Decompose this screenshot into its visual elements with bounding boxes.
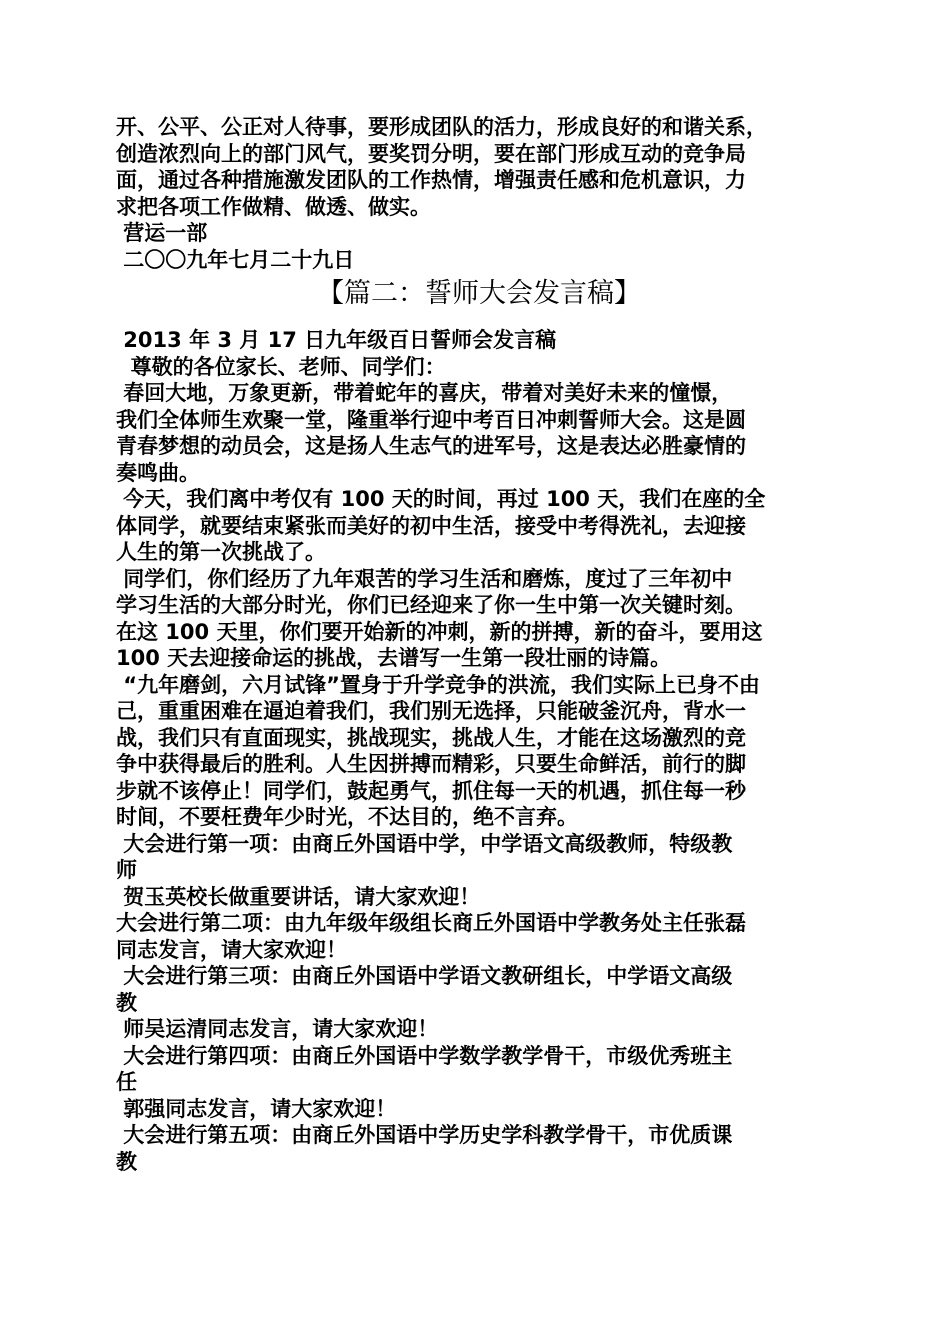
text-line: 体同学，就要结束紧张而美好的初中生活，接受中考得洗礼，去迎接	[116, 513, 746, 538]
text-line: 教	[116, 990, 137, 1015]
text-line: 争中获得最后的胜利。人生因拼搏而精彩，只要生命鲜活，前行的脚	[116, 752, 746, 776]
text-line: 我们全体师生欢聚一堂，隆重举行迎中考百日冲刺誓师大会。这是圆	[116, 407, 746, 432]
text-line: 教	[116, 1149, 137, 1174]
text-line: 青春梦想的动员会，这是扬人生志气的进军号，这是表达必胜豪情的	[116, 434, 746, 458]
text-line: 同学们，你们经历了九年艰苦的学习生活和磨炼，度过了三年初中	[116, 566, 733, 591]
text-line: 尊敬的各位家长、老师、同学们：	[116, 354, 446, 379]
text-line: 在这 100 天里，你们要开始新的冲刺，新的拼搏，新的奋斗，要用这	[116, 619, 763, 644]
document-page	[116, 114, 842, 1175]
text-line: 大会进行第四项：由商丘外国语中学数学教学骨干，市级优秀班主	[116, 1043, 733, 1068]
text-line: 师吴运清同志发言，请大家欢迎！	[116, 1017, 439, 1041]
text-line: 步就不该停止！同学们，鼓起勇气，抓住每一天的机遇，抓住每一秒	[116, 778, 746, 803]
top-paragraph	[116, 114, 842, 273]
text-line: “九年磨剑，六月试锋”置身于升学竞争的洪流，我们实际上已身不由	[116, 672, 760, 697]
text-line: 100 天去迎接命运的挑战，去谱写一生第一段壮丽的诗篇。	[116, 646, 672, 670]
text-line: 师	[116, 858, 137, 882]
text-line: 面，通过各种措施激发团队的工作热情，增强责任感和危机意识，力	[116, 168, 746, 192]
text-line: 任	[116, 1070, 137, 1094]
text-line: 贺玉英校长做重要讲话，请大家欢迎！	[116, 884, 481, 909]
text-line: 求把各项工作做精、做透、做实。	[116, 194, 431, 219]
section-heading: 【篇二：誓师大会发言稿】	[317, 278, 641, 309]
speech-title: 2013 年 3 月 17 日九年级百日誓师会发言稿	[116, 328, 557, 352]
text-line: 人生的第一次挑战了。	[116, 540, 326, 564]
text-line: 创造浓烈向上的部门风气，要奖罚分明，要在部门形成互动的竞争局	[116, 141, 746, 166]
text-line: 同志发言，请大家欢迎！	[116, 937, 347, 962]
text-line: 今天，我们离中考仅有 100 天的时间，再过 100 天，我们在座的全	[116, 487, 766, 511]
text-line: 己，重重困难在逼迫着我们，我们别无选择，只能破釜沉舟，背水一	[116, 699, 746, 723]
text-line: 大会进行第一项：由商丘外国语中学，中学语文高级教师，特级教	[116, 831, 733, 856]
text-line: 学习生活的大部分时光，你们已经迎来了你一生中第一次关键时刻。	[116, 593, 746, 617]
speech-body	[116, 327, 842, 1175]
text-line: 战，我们只有直面现实，挑战现实，挑战人生，才能在这场激烈的竞	[116, 725, 746, 750]
text-line: 春回大地，万象更新，带着蛇年的喜庆，带着对美好未来的憧憬，	[116, 381, 733, 405]
text-line: 开、公平、公正对人待事，要形成团队的活力，形成良好的和谐关系，	[116, 115, 767, 139]
text-line: 郭强同志发言，请大家欢迎！	[116, 1096, 397, 1121]
department-signature: 营运一部	[116, 221, 208, 245]
signature-date: 二〇〇九年七月二十九日	[116, 247, 355, 272]
text-line: 大会进行第五项：由商丘外国语中学历史学科教学骨干，市优质课	[116, 1123, 733, 1147]
text-line: 时间，不要枉费年少时光，不达目的，绝不言弃。	[116, 805, 578, 829]
text-line: 大会进行第二项：由九年级年级组长商丘外国语中学教务处主任张磊	[116, 911, 746, 935]
text-line: 奏鸣曲。	[116, 460, 200, 485]
text-line: 大会进行第三项：由商丘外国语中学语文教研组长，中学语文高级	[116, 964, 733, 988]
